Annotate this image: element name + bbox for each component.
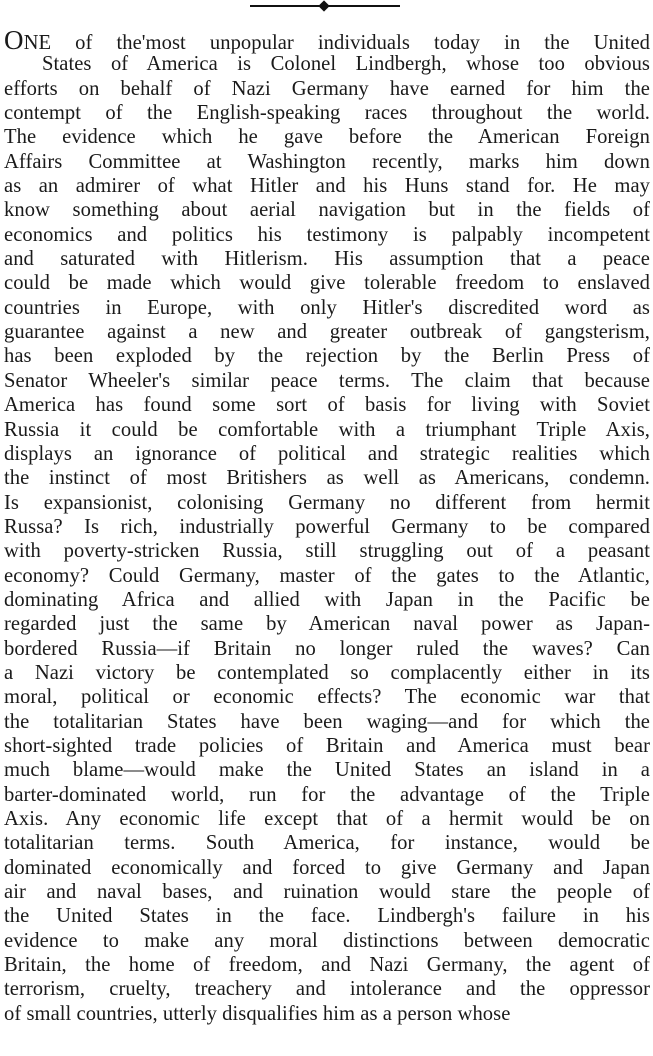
article-line: America has found some sort of basis for living with Soviet bbox=[4, 394, 650, 417]
article-line: Affairs Committee at Washington recently, marks him down bbox=[4, 150, 650, 173]
article-line: a Nazi victory be contemplated so complacently either in its bbox=[4, 661, 650, 684]
article-line: Axis. Any economic life except that of a hermit would be on bbox=[4, 808, 650, 830]
article-line: contempt of the English-speaking races throughout the world. bbox=[4, 102, 650, 125]
article-line: economics and politics his testimony is palpably incompetent bbox=[4, 223, 650, 246]
article-line: Is expansionist, colonising Germany no different from hermit bbox=[4, 491, 650, 514]
article-line: moral, political or economic effects? The economic war that bbox=[4, 686, 650, 709]
article-line: air and naval bases, and ruination would stare the people of bbox=[4, 881, 650, 904]
article-line: of small countries, utterly disqualifies him as a person whose bbox=[4, 1002, 511, 1025]
article-line: know something about aerial navigation but in the fields of bbox=[4, 199, 650, 222]
article-line: has been exploded by the rejection by the Berlin Press of bbox=[4, 345, 650, 368]
ornamental-rule bbox=[250, 2, 400, 10]
article-line: Russa? Is rich, industrially powerful Germany to be compared bbox=[4, 515, 650, 538]
article-line: the United States in the face. Lindbergh's failure in his bbox=[4, 905, 650, 928]
drop-cap: O bbox=[4, 25, 24, 55]
article-line: the totalitarian States have been waging—and for which the bbox=[4, 710, 650, 733]
article-body bbox=[4, 25, 650, 1026]
article-line: States of America is Colonel Lindbergh, whose too obvious bbox=[42, 53, 650, 76]
article-line: dominating Africa and allied with Japan in the Pacific be bbox=[4, 588, 650, 611]
article-line: the instinct of most Britishers as well as Americans, condemn. bbox=[4, 467, 650, 490]
article-line: terrorism, cruelty, treachery and intolerance and the oppressor bbox=[4, 978, 650, 1001]
article-line: could be made which would give tolerable freedom to enslaved bbox=[4, 272, 650, 295]
article-line: short-sighted trade policies of Britain and America must bear bbox=[4, 734, 650, 757]
article-line: bordered Russia—if Britain no longer ruled the waves? Can bbox=[4, 637, 650, 660]
rule-diamond-ornament bbox=[318, 0, 329, 11]
article-line: Britain, the home of freedom, and Nazi Germany, the agent of bbox=[4, 954, 650, 977]
first-line-text: NE of the'most unpopular individuals today in the United bbox=[23, 32, 650, 54]
article-line: efforts on behalf of Nazi Germany have earned for him the bbox=[4, 77, 650, 100]
article-line: and saturated with Hitlerism. His assumption that a peace bbox=[4, 248, 650, 271]
article-line: totalitarian terms. South America, for instance, would be bbox=[4, 832, 650, 855]
article-line: The evidence which he gave before the American Foreign bbox=[4, 126, 650, 149]
article-line: guarantee against a new and greater outbreak of gangsterism, bbox=[4, 321, 650, 344]
article-line bbox=[4, 25, 650, 55]
article-line: economy? Could Germany, master of the gates to the Atlantic, bbox=[4, 564, 650, 587]
article-line: with poverty-stricken Russia, still struggling out of a peasant bbox=[4, 540, 650, 563]
article-line: Senator Wheeler's similar peace terms. The claim that because bbox=[4, 369, 650, 392]
article-line: barter-dominated world, run for the advantage of the Triple bbox=[4, 783, 650, 806]
article-line: dominated economically and forced to give Germany and Japan bbox=[4, 856, 650, 879]
article-line: countries in Europe, with only Hitler's discredited word as bbox=[4, 296, 650, 319]
article-line: displays an ignorance of political and strategic realities which bbox=[4, 442, 650, 465]
article-line: Russia it could be comfortable with a triumphant Triple Axis, bbox=[4, 418, 650, 441]
article-line: much blame—would make the United States an island in a bbox=[4, 759, 650, 782]
article-line: evidence to make any moral distinctions between democratic bbox=[4, 929, 650, 952]
article-line: regarded just the same by American naval power as Japan- bbox=[4, 613, 650, 636]
article-line: as an admirer of what Hitler and his Huns stand for. He may bbox=[4, 175, 650, 198]
